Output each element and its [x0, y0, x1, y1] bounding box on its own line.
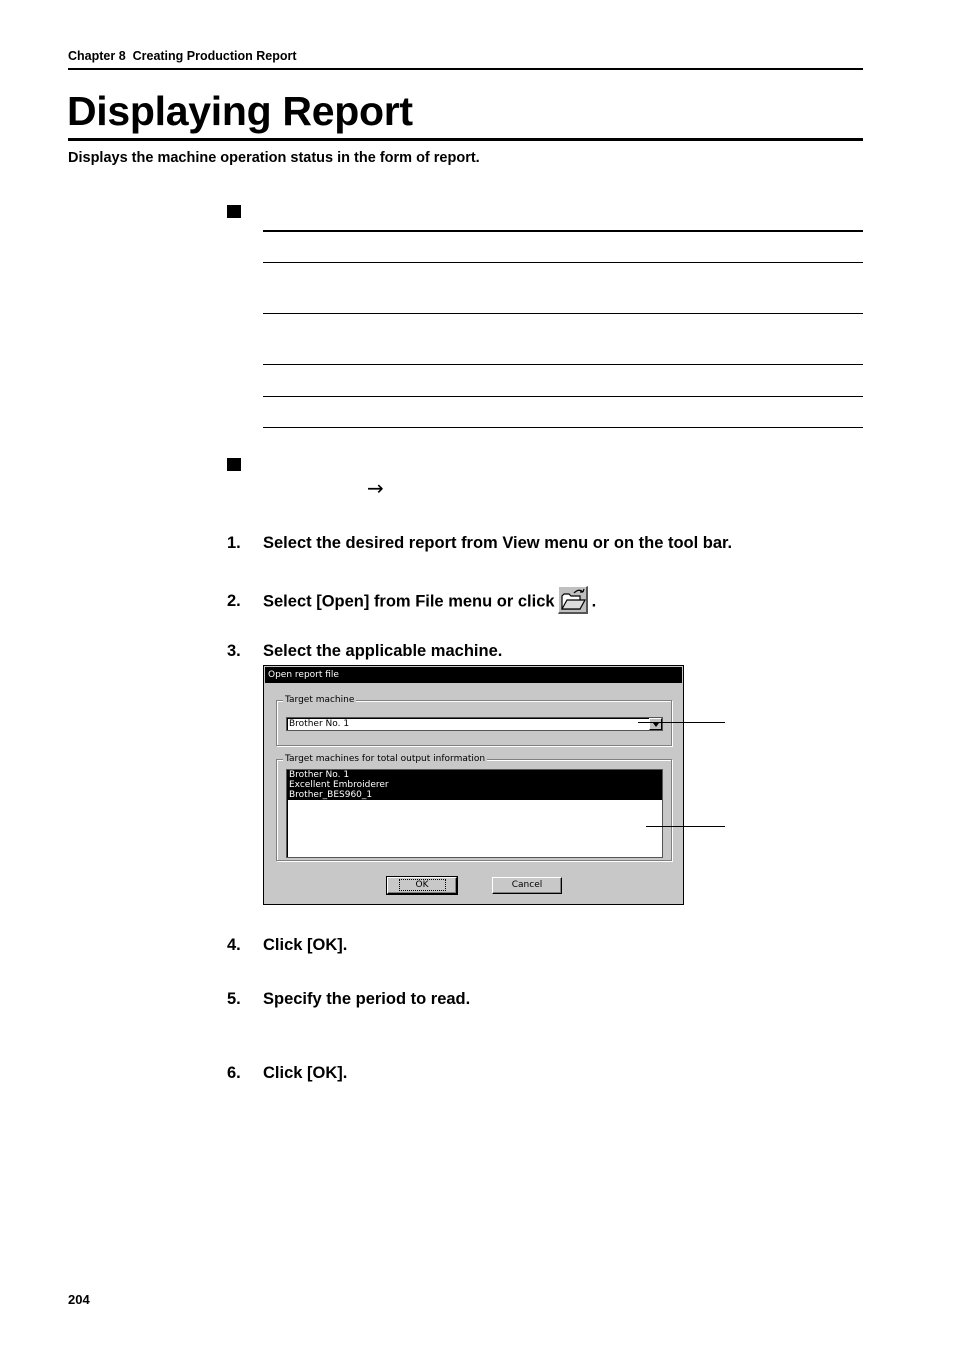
list-item[interactable]: Brother No. 1	[287, 770, 662, 780]
callout-line	[646, 826, 725, 827]
step-text: Select the desired report from View menu or on the tool bar.	[263, 534, 733, 552]
page-subtitle: Displays the machine operation status in the form of report.	[68, 150, 480, 166]
step-suffix: .	[591, 592, 597, 611]
section-bullet-1	[227, 205, 241, 218]
section-bullet-2	[227, 458, 241, 471]
header-rule	[68, 68, 863, 70]
step-number: 4.	[227, 936, 241, 954]
ok-label: OK	[399, 879, 446, 891]
step-text: Specify the period to read.	[263, 990, 471, 1008]
step-6	[227, 1064, 347, 1083]
callout-line	[638, 722, 725, 723]
target-machine-label: Target machine	[285, 695, 355, 705]
list-item[interactable]: Brother_BES960_1	[287, 790, 662, 800]
page-number: 204	[68, 1292, 90, 1307]
open-folder-icon	[558, 586, 588, 614]
dialog-title: Open report file	[265, 667, 682, 683]
step-number: 2.	[227, 592, 241, 611]
table-rule	[263, 396, 863, 397]
chapter-header: Chapter 8 Creating Production Report	[68, 49, 297, 63]
cancel-button[interactable]: Cancel	[492, 877, 562, 894]
machine-listbox[interactable]	[286, 769, 663, 858]
total-output-label: Target machines for total output information	[285, 754, 486, 764]
open-report-dialog	[263, 665, 684, 905]
chevron-down-icon[interactable]	[649, 718, 662, 730]
step-1	[227, 534, 732, 553]
step-number: 5.	[227, 990, 241, 1008]
table-rule-top	[263, 230, 863, 232]
ok-button[interactable]	[387, 877, 457, 894]
step-4	[227, 936, 347, 955]
step-2	[227, 588, 596, 616]
step-number: 6.	[227, 1064, 241, 1082]
target-machine-value: Brother No. 1	[289, 719, 350, 729]
step-3	[227, 642, 502, 661]
step-5	[227, 990, 470, 1009]
table-rule	[263, 262, 863, 263]
target-machine-group	[276, 695, 672, 746]
step-text: Select [Open] from File menu or click	[263, 592, 555, 611]
step-text: Select the applicable machine.	[263, 642, 503, 660]
step-text: Click [OK].	[263, 936, 348, 954]
step-number: 3.	[227, 642, 241, 660]
table-rule	[263, 364, 863, 365]
target-machine-dropdown[interactable]	[286, 717, 663, 731]
title-rule	[68, 138, 863, 141]
step-text: Click [OK].	[263, 1064, 348, 1082]
total-output-group	[276, 754, 672, 861]
page-title: Displaying Report	[67, 88, 413, 134]
list-item[interactable]: Excellent Embroiderer	[287, 780, 662, 790]
table-rule	[263, 427, 863, 428]
table-rule	[263, 313, 863, 314]
step-number: 1.	[227, 534, 241, 552]
arrow-glyph: →	[367, 476, 384, 500]
